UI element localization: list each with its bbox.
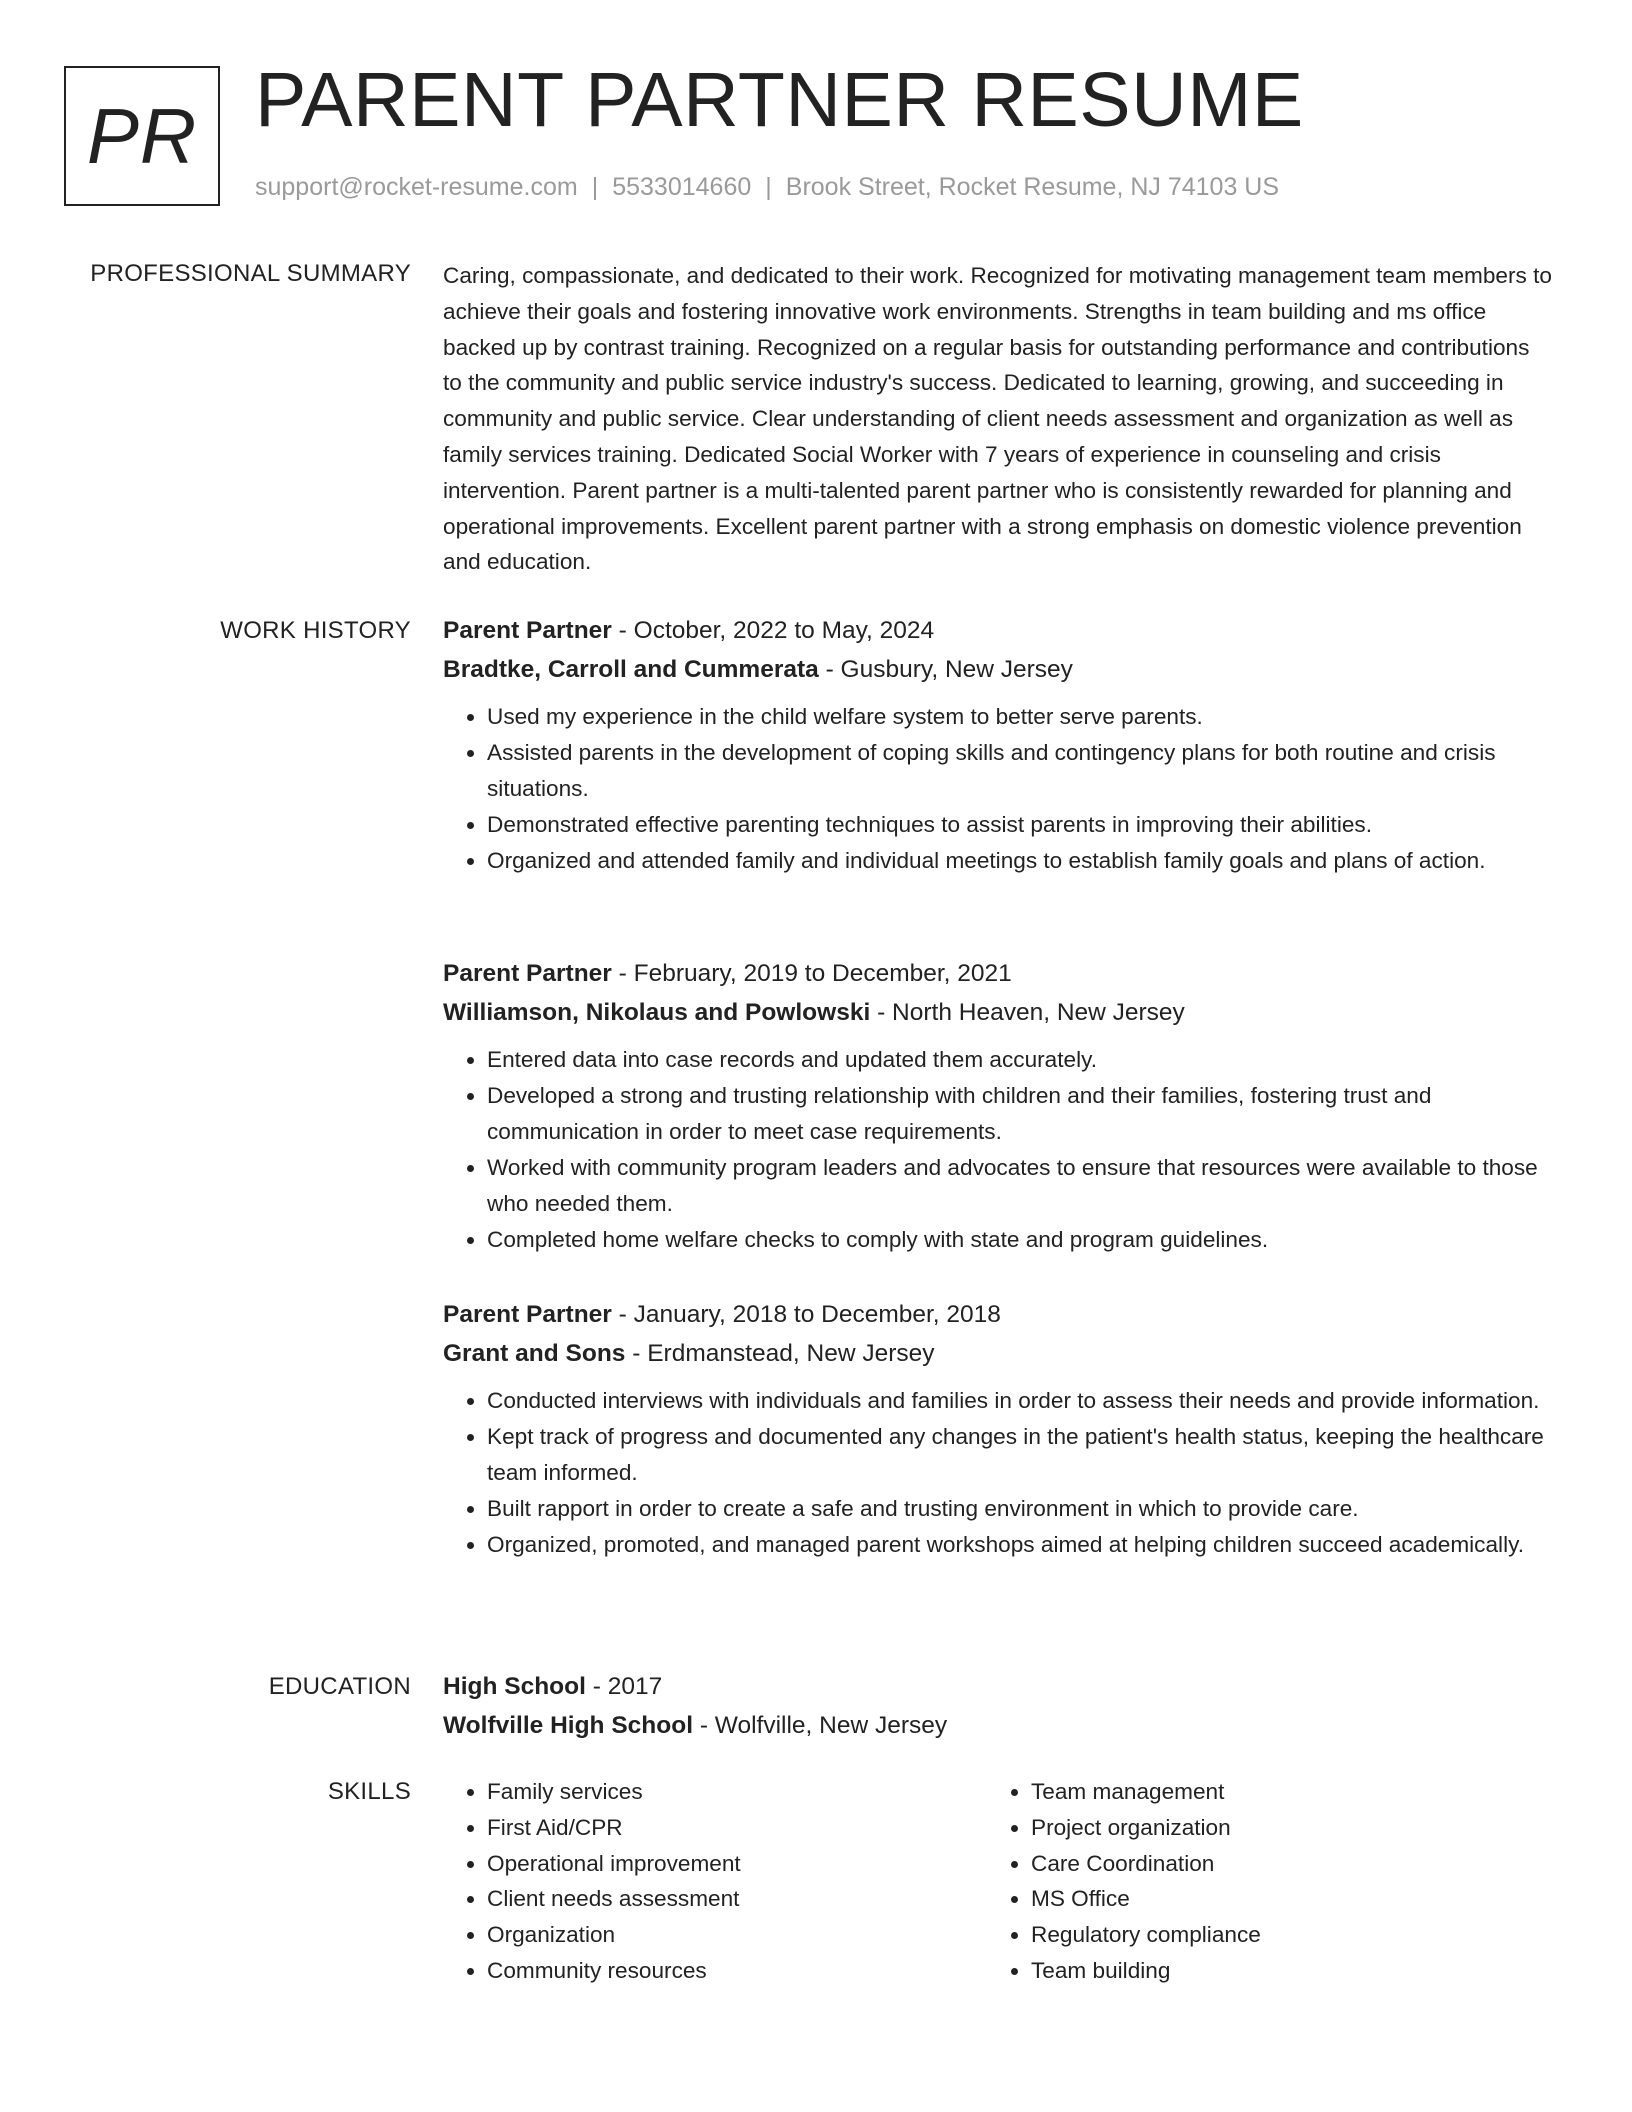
job-dates: - October, 2022 to May, 2024 <box>611 617 935 644</box>
summary-text: Caring, compassionate, and dedicated to their work. Recognized for motivating management team members to achieve their goals and fostering innovative work environments. Strengths in team building and ms office backed up by contrast training. Recognized on a regular basis for outstanding performance and contributions to the community and public service industry's success. Dedicated to learning, growing, and succeeding in community and public service. Clear understanding of client needs assessment and organization as well as family services training. Dedicated Social Worker with 7 years of experience in counseling and crisis intervention. Parent partner is a multi-talented parent partner who is consistently rewarded for planning and operational improvements. Excellent parent partner with a strong emphasis on domestic violence prevention and education. <box>443 263 1552 575</box>
job-company: Bradtke, Carroll and Cummerata <box>443 656 819 683</box>
job-bullet: • Completed home welfare checks to comply with state and program guidelines. <box>487 1222 1553 1258</box>
skill-item: • First Aid/CPR <box>487 1810 987 1846</box>
job-dates: - February, 2019 to December, 2021 <box>611 960 1012 987</box>
job-bullet: • Developed a strong and trusting relationship with children and their families, fostering trust and communication in order to meet case requirements. <box>487 1078 1553 1150</box>
job-title-line <box>443 954 1553 993</box>
resume-title: PARENT PARTNER RESUME <box>255 57 1304 143</box>
job-company-line <box>443 650 1553 689</box>
job-company: Grant and Sons <box>443 1340 626 1367</box>
job-location: - North Heaven, New Jersey <box>870 999 1185 1026</box>
job-bullet: • Kept track of progress and documented any changes in the patient's health status, keeping the healthcare team informed. <box>487 1419 1553 1491</box>
education-body <box>443 1667 1553 1745</box>
job-bullets <box>443 699 1553 879</box>
education-school: Wolfville High School <box>443 1712 694 1739</box>
job-title: Parent Partner <box>443 960 612 987</box>
summary-heading: PROFESSIONAL SUMMARY <box>90 260 411 287</box>
education-degree-line <box>443 1667 1553 1706</box>
skill-item: • Team management <box>1031 1774 1551 1810</box>
education-heading: EDUCATION <box>268 1673 411 1700</box>
job-bullet: • Assisted parents in the development of coping skills and contingency plans for both routine and crisis situations. <box>487 735 1553 807</box>
job-bullet: • Used my experience in the child welfare system to better serve parents. <box>487 699 1553 735</box>
job-title-line <box>443 611 1553 650</box>
job-bullet: • Worked with community program leaders and advocates to ensure that resources were available to those who needed them. <box>487 1150 1553 1222</box>
contact-separator: | <box>591 173 599 201</box>
job-bullets <box>443 1383 1553 1563</box>
job-bullet: • Organized, promoted, and managed parent workshops aimed at helping children succeed academically. <box>487 1527 1553 1563</box>
skill-item: • Community resources <box>487 1953 987 1989</box>
job-entry <box>443 1295 1553 1563</box>
contact-email: support@rocket-resume.com <box>255 173 578 201</box>
job-company-line <box>443 993 1553 1032</box>
skill-item: • Care Coordination <box>1031 1846 1551 1882</box>
skills-list-right <box>987 1774 1551 1989</box>
monogram-logo: PR <box>64 66 220 206</box>
job-bullet: • Built rapport in order to create a safe and trusting environment in which to provide care. <box>487 1491 1553 1527</box>
skill-item: • Operational improvement <box>487 1846 987 1882</box>
job-entry <box>443 954 1553 1295</box>
work-history-heading: WORK HISTORY <box>220 617 411 644</box>
job-entry <box>443 611 1553 954</box>
contact-phone: 5533014660 <box>612 173 752 201</box>
skill-item: • Organization <box>487 1917 987 1953</box>
job-location: - Erdmanstead, New Jersey <box>625 1340 935 1367</box>
skills-body <box>443 1774 1553 1989</box>
work-history-body <box>443 611 1553 1563</box>
job-company-line <box>443 1334 1553 1373</box>
education-school-line <box>443 1706 1553 1745</box>
skill-item: • Family services <box>487 1774 987 1810</box>
skill-item: • MS Office <box>1031 1881 1551 1917</box>
skills-list-left <box>443 1774 987 1989</box>
skills-heading: SKILLS <box>327 1778 411 1805</box>
job-bullet: • Organized and attended family and individual meetings to establish family goals and plans of action. <box>487 843 1553 879</box>
skill-item: • Client needs assessment <box>487 1881 987 1917</box>
education-degree: High School <box>443 1673 586 1700</box>
job-dates: - January, 2018 to December, 2018 <box>611 1301 1001 1328</box>
job-bullet: • Conducted interviews with individuals and families in order to assess their needs and provide information. <box>487 1383 1553 1419</box>
skill-item: • Team building <box>1031 1953 1551 1989</box>
contact-line <box>255 173 1279 202</box>
job-title: Parent Partner <box>443 1301 612 1328</box>
job-title: Parent Partner <box>443 617 612 644</box>
education-location: - Wolfville, New Jersey <box>693 1712 948 1739</box>
job-bullets <box>443 1042 1553 1258</box>
job-bullet: • Demonstrated effective parenting techniques to assist parents in improving their abilities. <box>487 807 1553 843</box>
education-year: - 2017 <box>585 1673 663 1700</box>
job-title-line <box>443 1295 1553 1334</box>
contact-address: Brook Street, Rocket Resume, NJ 74103 US <box>785 173 1280 201</box>
skills-columns <box>443 1774 1553 1989</box>
contact-separator: | <box>765 173 772 201</box>
job-bullet: • Entered data into case records and updated them accurately. <box>487 1042 1553 1078</box>
job-company: Williamson, Nikolaus and Powlowski <box>443 999 871 1026</box>
summary-body <box>443 258 1553 580</box>
job-location: - Gusbury, New Jersey <box>818 656 1073 683</box>
skill-item: • Project organization <box>1031 1810 1551 1846</box>
skill-item: • Regulatory compliance <box>1031 1917 1551 1953</box>
